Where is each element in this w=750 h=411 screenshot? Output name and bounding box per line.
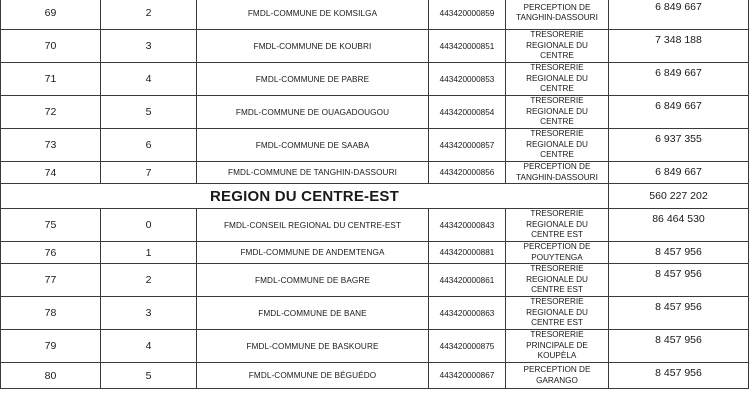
table-row: [1, 129, 749, 162]
treasury-line: TRESORERIE: [530, 209, 584, 219]
row-order: 4: [101, 63, 197, 96]
treasury-line: CENTRE: [540, 51, 574, 61]
region-total-amount: 560 227 202: [609, 184, 749, 209]
allocation-amount: 8 457 956: [609, 330, 749, 363]
treasury-line: TRESORERIE: [530, 63, 584, 73]
allocation-amount: 6 849 667: [609, 63, 749, 96]
table-row: [1, 162, 749, 184]
treasury-office: [506, 242, 609, 264]
treasury-line: TRESORERIE: [530, 129, 584, 139]
table-row: [1, 242, 749, 264]
region-header-row: [1, 184, 749, 209]
treasury-line: PERCEPTION DE: [523, 242, 591, 251]
table-body: [1, 0, 749, 389]
treasury-line: CENTRE: [540, 84, 574, 94]
treasury-line: PRINCIPALE DE: [526, 340, 588, 350]
treasury-office: [506, 0, 609, 30]
table-row: [1, 96, 749, 129]
row-order: 6: [101, 129, 197, 162]
beneficiary-name: FMDL-COMMUNE DE ANDEMTENGA: [197, 242, 429, 264]
treasury-line: TRESORERIE: [530, 96, 584, 106]
treasury-office: [506, 63, 609, 96]
beneficiary-name: FMDL-COMMUNE DE BANE: [197, 297, 429, 330]
allocation-amount: 8 457 956: [609, 242, 749, 264]
treasury-office: [506, 209, 609, 242]
row-number: 69: [1, 0, 101, 30]
treasury-office: [506, 96, 609, 129]
treasury-line: CENTRE: [540, 117, 574, 127]
treasury-line: REGIONALE DU: [526, 73, 588, 83]
row-number: 75: [1, 209, 101, 242]
beneficiary-name: FMDL-COMMUNE DE SAABA: [197, 129, 429, 162]
treasury-line: PERCEPTION DE: [523, 162, 591, 171]
treasury-line: KOUPÈLA: [537, 351, 577, 361]
beneficiary-name: FMDL-COMMUNE DE PABRE: [197, 63, 429, 96]
row-order: 5: [101, 363, 197, 389]
row-order: 5: [101, 96, 197, 129]
row-number: 77: [1, 264, 101, 297]
account-number: 443420000856: [429, 162, 506, 184]
allocation-amount: 8 457 956: [609, 264, 749, 297]
treasury-office: [506, 129, 609, 162]
treasury-line: REGIONALE DU: [526, 274, 588, 284]
beneficiary-name: FMDL-COMMUNE DE TANGHIN-DASSOURI: [197, 162, 429, 184]
table-row: [1, 63, 749, 96]
row-number: 71: [1, 63, 101, 96]
table-row: [1, 209, 749, 242]
allocation-amount: 8 457 956: [609, 363, 749, 389]
treasury-line: TANGHIN-DASSOURI: [516, 13, 598, 22]
treasury-line: REGIONALE DU: [526, 40, 588, 50]
treasury-line: CENTRE EST: [531, 318, 583, 328]
treasury-office: [506, 30, 609, 63]
beneficiary-name: FMDL-COMMUNE DE BASKOURE: [197, 330, 429, 363]
table-row: [1, 363, 749, 389]
treasury-line: TANGHIN-DASSOURI: [516, 172, 598, 182]
beneficiary-name: FMDL-COMMUNE DE KOMSILGA: [197, 0, 429, 30]
row-number: 73: [1, 129, 101, 162]
row-order: 2: [101, 264, 197, 297]
table-row: [1, 330, 749, 363]
table-row: [1, 30, 749, 63]
account-number: 443420000857: [429, 129, 506, 162]
allocation-amount: 6 849 667: [609, 96, 749, 129]
row-order: 7: [101, 162, 197, 184]
row-order: 3: [101, 297, 197, 330]
treasury-line: PERCEPTION DE: [523, 365, 591, 374]
treasury-line: REGIONALE DU: [526, 139, 588, 149]
beneficiary-name: FMDL-COMMUNE DE KOUBRI: [197, 30, 429, 63]
account-number: 443420000854: [429, 96, 506, 129]
row-order: 4: [101, 330, 197, 363]
beneficiary-name: FMDL-COMMUNE DE OUAGADOUGOU: [197, 96, 429, 129]
account-number: 443420000851: [429, 30, 506, 63]
treasury-line: CENTRE EST: [531, 285, 583, 295]
treasury-line: PERCEPTION DE: [523, 2, 591, 12]
beneficiary-name: FMDL-COMMUNE DE BÉGUÉDO: [197, 363, 429, 389]
treasury-line: TRESORERIE: [530, 30, 584, 40]
treasury-office: [506, 297, 609, 330]
row-number: 79: [1, 330, 101, 363]
row-order: 3: [101, 30, 197, 63]
beneficiary-name: FMDL-COMMUNE DE BAGRE: [197, 264, 429, 297]
treasury-office: [506, 330, 609, 363]
row-number: 76: [1, 242, 101, 264]
treasury-line: TRESORERIE: [530, 264, 584, 274]
treasury-line: POUYTENGA: [531, 252, 583, 262]
row-number: 80: [1, 363, 101, 389]
row-number: 78: [1, 297, 101, 330]
treasury-line: TRESORERIE: [530, 297, 584, 307]
treasury-line: REGIONALE DU: [526, 307, 588, 317]
account-number: 443420000875: [429, 330, 506, 363]
treasury-line: REGIONALE DU: [526, 106, 588, 116]
treasury-office: [506, 363, 609, 389]
row-number: 72: [1, 96, 101, 129]
row-order: 1: [101, 242, 197, 264]
account-number: 443420000853: [429, 63, 506, 96]
account-number: 443420000863: [429, 297, 506, 330]
allocation-amount: 6 849 667: [609, 0, 749, 30]
allocation-amount: 8 457 956: [609, 297, 749, 330]
treasury-office: [506, 162, 609, 184]
row-order: 2: [101, 0, 197, 30]
account-number: 443420000867: [429, 363, 506, 389]
allocation-amount: 6 937 355: [609, 129, 749, 162]
account-number: 443420000861: [429, 264, 506, 297]
account-number: 443420000859: [429, 0, 506, 30]
account-number: 443420000843: [429, 209, 506, 242]
region-title: REGION DU CENTRE-EST: [1, 184, 609, 209]
treasury-line: CENTRE: [540, 150, 574, 160]
account-number: 443420000881: [429, 242, 506, 264]
row-order: 0: [101, 209, 197, 242]
table-row: [1, 264, 749, 297]
row-number: 70: [1, 30, 101, 63]
treasury-line: TRESORERIE: [530, 330, 584, 340]
row-number: 74: [1, 162, 101, 184]
allocation-amount: 86 464 530: [609, 209, 749, 242]
treasury-line: GARANGO: [536, 375, 578, 385]
treasury-line: CENTRE EST: [531, 230, 583, 240]
table-row: [1, 297, 749, 330]
allocation-amount: 7 348 188: [609, 30, 749, 63]
beneficiary-name: FMDL-CONSEIL REGIONAL DU CENTRE-EST: [197, 209, 429, 242]
treasury-office: [506, 264, 609, 297]
treasury-line: REGIONALE DU: [526, 219, 588, 229]
table-row: [1, 0, 749, 30]
allocation-amount: 6 849 667: [609, 162, 749, 184]
